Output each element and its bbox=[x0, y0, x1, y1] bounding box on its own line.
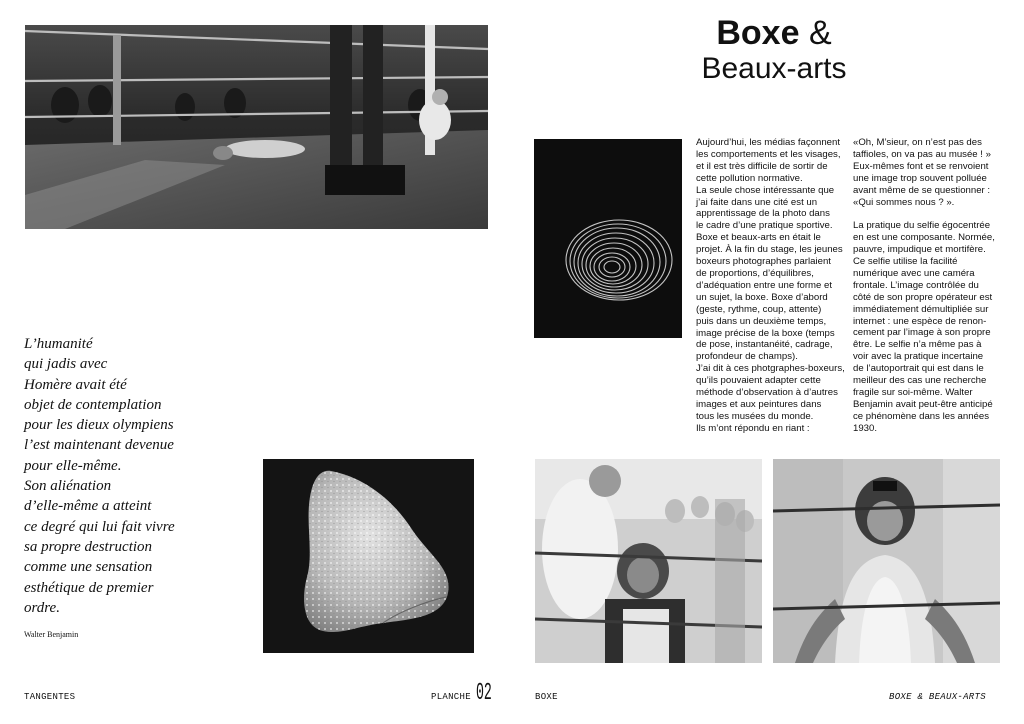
quote-line: d’elle-même a atteint bbox=[24, 498, 152, 515]
text-line: J’ai dit à ces photgraphes-boxeurs, bbox=[696, 363, 845, 375]
quote-line: pour elle-même. bbox=[24, 457, 122, 474]
text-line: être. Le selfie n’a même pas à bbox=[853, 339, 982, 351]
sponge-sculpture-photo bbox=[263, 459, 474, 653]
text-line: (geste, rythme, coup, attente) bbox=[696, 303, 822, 315]
text-line: de l’autoportrait qui est dans le bbox=[853, 363, 984, 375]
text-line: côté de son propre opérateur est bbox=[853, 291, 993, 303]
young-boxer-negative-photo bbox=[773, 459, 1000, 663]
text-line: puis dans un deuxième temps, bbox=[696, 315, 827, 327]
text-line: voir avec la pratique incertaine bbox=[853, 351, 984, 363]
quote-line: Homère avait été bbox=[24, 376, 127, 393]
text-line: de pose, instantanéité, cadrage, bbox=[696, 339, 833, 351]
text-line: cette pollution normative. bbox=[696, 172, 803, 184]
text-line: meilleur des cas une recherche bbox=[853, 375, 987, 387]
text-line: tous les musées du monde. bbox=[696, 410, 814, 422]
text-line: ce phénomène dans les années bbox=[853, 410, 990, 422]
benjamin-quote bbox=[24, 334, 175, 618]
fingerprint-photo bbox=[534, 139, 682, 338]
text-line: et il est très difficile de sortir de bbox=[696, 160, 828, 172]
text-line: Ce selfie utilise la facilité bbox=[853, 256, 958, 268]
text-line: Benjamin avait peut-être anticipé bbox=[853, 398, 993, 410]
article-column-1 bbox=[696, 137, 846, 435]
text-line: immédiatement démultipliée sur bbox=[853, 303, 989, 315]
text-line: profondeur de champs). bbox=[696, 351, 798, 363]
text-line: le cadre d’une pratique sportive. bbox=[696, 220, 833, 232]
text-line: frontale. L’image contrôlée du bbox=[853, 279, 979, 291]
quote-line: sa propre destruction bbox=[24, 538, 153, 555]
text-line: Aujourd’hui, les médias façonnent bbox=[696, 137, 840, 148]
page-number: 02 bbox=[476, 680, 492, 707]
text-line: de proportions, d’équilibres, bbox=[696, 267, 814, 279]
text-line: «Qui sommes nous ? ». bbox=[853, 196, 955, 208]
text-line: un sujet, la boxe. Boxe d’abord bbox=[696, 291, 828, 303]
text-line: avant même de se questionner : bbox=[853, 184, 991, 196]
text-line: les comportements et les visages, bbox=[696, 148, 841, 160]
text-line: qu’ils pouvaient adapter cette bbox=[696, 375, 821, 387]
text-line: j’ai faite dans une cité est un bbox=[696, 196, 818, 208]
quote-line: l’est maintenant devenue bbox=[24, 437, 174, 454]
text-line: image précise de la boxe (temps bbox=[696, 327, 835, 339]
title-ampersand: & bbox=[799, 14, 832, 52]
text-line: Eux-mêmes font et se renvoient bbox=[853, 160, 989, 172]
footer-section-label: BOXE bbox=[535, 692, 558, 702]
text-line: cement par l’image à son propre bbox=[853, 327, 991, 339]
page-title bbox=[694, 16, 854, 84]
text-line: une image trop souvent polluée bbox=[853, 172, 987, 184]
text-line: projet. À la fin du stage, les jeunes bbox=[696, 244, 843, 256]
quote-line: Son aliénation bbox=[24, 478, 112, 495]
quote-line: ordre. bbox=[24, 599, 60, 616]
text-line: taffioles, on va pas au musée ! » bbox=[853, 148, 991, 160]
text-line: Boxe et beaux-arts en était le bbox=[696, 232, 821, 244]
text-line: 1930. bbox=[853, 422, 878, 434]
text-line: fragile sur soi-même. Walter bbox=[853, 387, 973, 399]
quote-line: comme une sensation bbox=[24, 559, 153, 576]
footer-planche-label: PLANCHE bbox=[431, 692, 471, 702]
text-line: en est une composante. Normée, bbox=[853, 232, 995, 244]
quote-line: pour les dieux olympiens bbox=[24, 417, 174, 434]
footer-running-title: BOXE & BEAUX-ARTS bbox=[889, 692, 986, 702]
text-line: d’adéquation entre une forme et bbox=[696, 279, 833, 291]
footer-magazine-name: TANGENTES bbox=[24, 692, 76, 702]
title-subtitle: Beaux-arts bbox=[701, 52, 847, 85]
boxing-ring-photo bbox=[25, 25, 488, 229]
text-line: images et aux peintures dans bbox=[696, 398, 822, 410]
text-line: apprentissage de la photo dans bbox=[696, 208, 830, 220]
quote-line: esthétique de premier bbox=[24, 579, 154, 596]
quote-line: objet de contemplation bbox=[24, 396, 162, 413]
text-line: Ils m’ont répondu en riant : bbox=[696, 422, 810, 434]
quote-line: ce degré qui lui fait vivre bbox=[24, 518, 175, 535]
quote-author: Walter Benjamin bbox=[24, 630, 79, 639]
quote-line: L’humanité bbox=[24, 336, 93, 352]
title-bold: Boxe bbox=[716, 14, 800, 52]
boxer-helmet-negative-photo bbox=[535, 459, 762, 663]
text-line: méthode d’observation à d’autres bbox=[696, 387, 838, 399]
text-line: «Oh, M’sieur, on n’est pas des bbox=[853, 137, 982, 148]
text-line: internet : une espèce de renon- bbox=[853, 315, 987, 327]
text-line: boxeurs photographes parlaient bbox=[696, 256, 831, 268]
text-line: La seule chose intéressante que bbox=[696, 184, 835, 196]
article-column-2 bbox=[853, 137, 1003, 435]
text-line: La pratique du selfie égocentrée bbox=[853, 220, 991, 232]
quote-line: qui jadis avec bbox=[24, 356, 108, 373]
text-line: pauvre, impudique et mortifère. bbox=[853, 244, 986, 256]
text-line: numérique avec une caméra bbox=[853, 267, 975, 279]
